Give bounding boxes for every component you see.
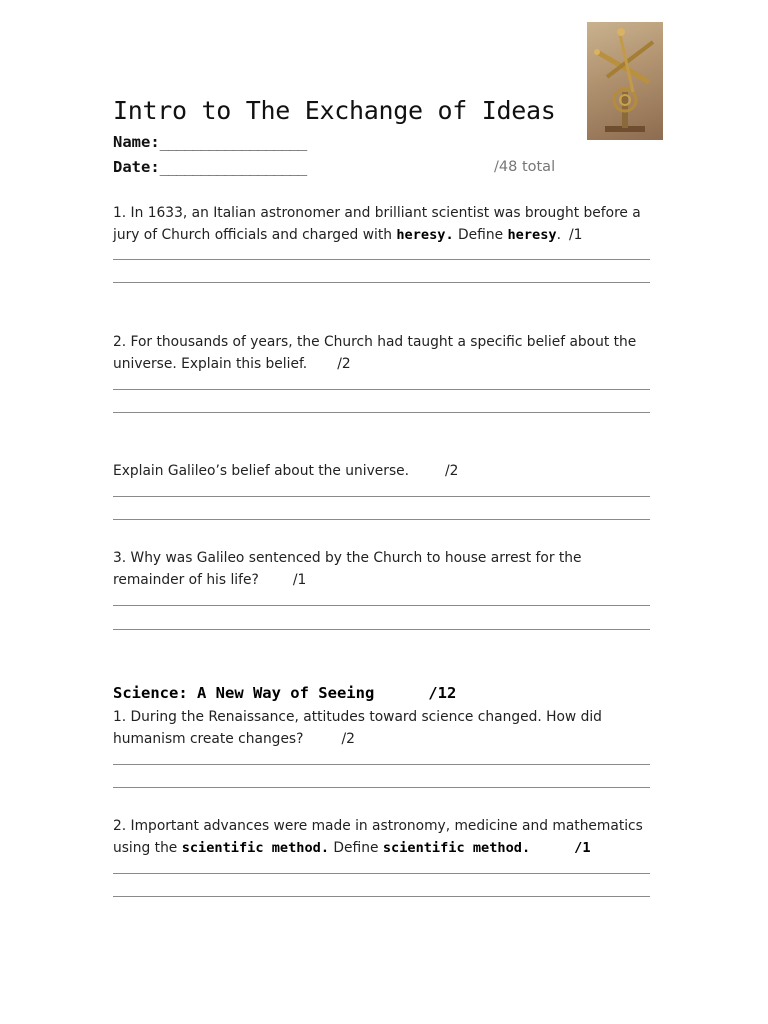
- question-3-line2: remainder of his life? /1: [113, 572, 307, 588]
- question-galileo-belief: [113, 460, 673, 482]
- answer-line[interactable]: [113, 412, 650, 413]
- section2-question-1-line1: 1. During the Renaissance, attitudes toward science changed. How did: [113, 709, 602, 725]
- points-s2q1: /2: [341, 731, 355, 747]
- question-2-line1: 2. For thousands of years, the Church had taught a specific belief about the: [113, 334, 637, 350]
- question-1-line1: 1. In 1633, an Italian astronomer and brilliant scientist was brought before a: [113, 205, 641, 221]
- name-field[interactable]: [113, 133, 306, 151]
- answer-line[interactable]: [113, 787, 650, 788]
- telescope-photo: [587, 22, 663, 140]
- question-1: [113, 202, 673, 246]
- page-title: Intro to The Exchange of Ideas: [113, 96, 556, 125]
- date-field[interactable]: [113, 158, 306, 176]
- term-heresy: heresy.: [396, 227, 454, 243]
- answer-line[interactable]: [113, 519, 650, 520]
- term-scientific-method: scientific method.: [181, 840, 330, 856]
- date-label: Date:: [113, 158, 160, 176]
- section2-question-2-line2: using the scientific method. Define scientific method. /1: [113, 840, 591, 856]
- section-heading: [113, 684, 456, 702]
- section2-question-2-line1: 2. Important advances were made in astronomy, medicine and mathematics: [113, 818, 643, 834]
- question-1-line2: jury of Church officials and charged with heresy. Define heresy. /1: [113, 227, 583, 243]
- points-s2q2: /1: [574, 840, 591, 856]
- name-label: Name:: [113, 133, 160, 151]
- answer-line[interactable]: [113, 896, 650, 897]
- term-heresy-2: heresy: [507, 227, 557, 243]
- term-scientific-method-2: scientific method.: [382, 840, 531, 856]
- section-points: /12: [428, 684, 457, 702]
- question-2-line2: universe. Explain this belief. /2: [113, 356, 351, 372]
- section2-question-1-line2: humanism create changes? /2: [113, 731, 355, 747]
- points-galileo: /2: [445, 463, 459, 479]
- answer-line[interactable]: [113, 873, 650, 874]
- question-3: [113, 547, 673, 591]
- points-q1: /1: [568, 227, 583, 243]
- section2-question-2: [113, 815, 673, 859]
- galileo-belief-text: Explain Galileo’s belief about the universe.: [113, 463, 409, 479]
- section2-question-1: [113, 706, 673, 750]
- answer-line[interactable]: [113, 629, 650, 630]
- section-title: Science: A New Way of Seeing: [113, 684, 375, 702]
- answer-line[interactable]: [113, 605, 650, 606]
- total-score: /48 total: [494, 159, 556, 175]
- answer-line[interactable]: [113, 259, 650, 260]
- name-blank[interactable]: __________________: [159, 133, 307, 151]
- telescope-illustration: [587, 22, 663, 140]
- answer-line[interactable]: [113, 282, 650, 283]
- answer-line[interactable]: [113, 764, 650, 765]
- date-blank[interactable]: __________________: [159, 158, 307, 176]
- answer-line[interactable]: [113, 389, 650, 390]
- points-q2: /2: [337, 356, 351, 372]
- question-2: [113, 331, 673, 375]
- question-3-line1: 3. Why was Galileo sentenced by the Church to house arrest for the: [113, 550, 582, 566]
- answer-line[interactable]: [113, 496, 650, 497]
- points-q3: /1: [292, 572, 307, 588]
